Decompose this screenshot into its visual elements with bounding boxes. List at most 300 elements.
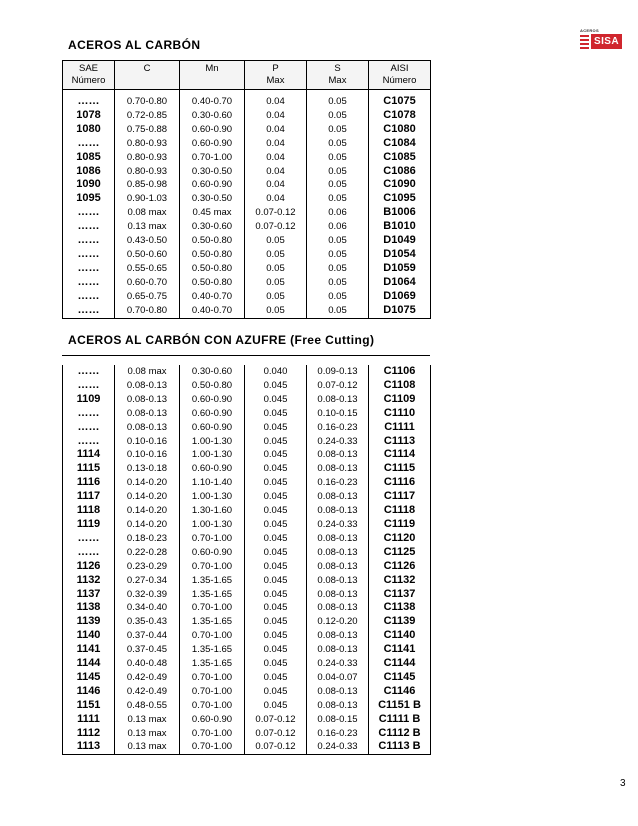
- header-label: C: [143, 63, 151, 74]
- cell-s: 0.08-0.13: [307, 560, 369, 574]
- cell-c: 0.80-0.93: [115, 165, 180, 179]
- cell-p: 0.05: [245, 248, 307, 262]
- cell-c: 0.13-0.18: [115, 462, 180, 476]
- cell-aisi: C1106: [369, 365, 431, 379]
- cell-p: 0.045: [245, 601, 307, 615]
- cell-c: 0.13 max: [115, 220, 180, 234]
- cell-mn: 0.60-0.90: [180, 393, 245, 407]
- header-s: [307, 61, 369, 90]
- cell-p: 0.04: [245, 90, 307, 109]
- section1-title: ACEROS AL CARBÓN: [68, 38, 201, 52]
- table-row: [63, 165, 431, 179]
- cell-p: 0.045: [245, 379, 307, 393]
- cell-mn: 0.60-0.90: [180, 421, 245, 435]
- cell-sae: 1137: [63, 588, 115, 602]
- cell-aisi: C1151 B: [369, 699, 431, 713]
- cell-s: 0.24-0.33: [307, 435, 369, 449]
- cell-sae: ……: [63, 546, 115, 560]
- table-row: [63, 448, 431, 462]
- cell-mn: 0.70-1.00: [180, 629, 245, 643]
- header-sae: [63, 61, 115, 90]
- cell-c: 0.70-0.80: [115, 90, 180, 109]
- cell-aisi: C1120: [369, 532, 431, 546]
- table-row: [63, 220, 431, 234]
- table-row: [63, 713, 431, 727]
- cell-sae: ……: [63, 532, 115, 546]
- brand-logo: [580, 26, 624, 52]
- cell-c: 0.37-0.45: [115, 643, 180, 657]
- cell-mn: 0.45 max: [180, 206, 245, 220]
- cell-c: 0.90-1.03: [115, 192, 180, 206]
- cell-aisi: C1132: [369, 574, 431, 588]
- cell-aisi: C1114: [369, 448, 431, 462]
- cell-sae: ……: [63, 407, 115, 421]
- cell-c: 0.48-0.55: [115, 699, 180, 713]
- cell-mn: 0.70-1.00: [180, 727, 245, 741]
- cell-aisi: C1108: [369, 379, 431, 393]
- cell-aisi: C1111: [369, 421, 431, 435]
- cell-p: 0.07-0.12: [245, 740, 307, 754]
- section2-title: ACEROS AL CARBÓN CON AZUFRE (Free Cutting): [68, 333, 375, 347]
- cell-aisi: C1113: [369, 435, 431, 449]
- cell-aisi: D1059: [369, 262, 431, 276]
- cell-p: 0.04: [245, 123, 307, 137]
- cell-sae: 1111: [63, 713, 115, 727]
- table-row: [63, 262, 431, 276]
- cell-mn: 0.70-1.00: [180, 740, 245, 754]
- table-row: [63, 435, 431, 449]
- header-sublabel: [115, 75, 179, 87]
- cell-mn: 1.35-1.65: [180, 574, 245, 588]
- cell-aisi: C1125: [369, 546, 431, 560]
- cell-s: 0.05: [307, 304, 369, 318]
- cell-p: 0.045: [245, 476, 307, 490]
- cell-aisi: B1010: [369, 220, 431, 234]
- cell-s: 0.08-0.13: [307, 643, 369, 657]
- header-p: [245, 61, 307, 90]
- cell-c: 0.34-0.40: [115, 601, 180, 615]
- cell-p: 0.045: [245, 546, 307, 560]
- header-sublabel: Max: [328, 75, 347, 86]
- cell-s: 0.24-0.33: [307, 518, 369, 532]
- cell-p: 0.05: [245, 262, 307, 276]
- table-row: [63, 290, 431, 304]
- cell-mn: 1.00-1.30: [180, 490, 245, 504]
- cell-p: 0.05: [245, 276, 307, 290]
- table-row: [63, 178, 431, 192]
- cell-mn: 0.50-0.80: [180, 234, 245, 248]
- cell-s: 0.16-0.23: [307, 476, 369, 490]
- cell-s: 0.16-0.23: [307, 421, 369, 435]
- cell-s: 0.09-0.13: [307, 365, 369, 379]
- cell-mn: 0.70-1.00: [180, 532, 245, 546]
- cell-sae: 1144: [63, 657, 115, 671]
- cell-mn: 1.30-1.60: [180, 504, 245, 518]
- cell-aisi: D1049: [369, 234, 431, 248]
- cell-s: 0.08-0.13: [307, 546, 369, 560]
- table-row: [63, 601, 431, 615]
- cell-aisi: C1080: [369, 123, 431, 137]
- cell-aisi: C1145: [369, 671, 431, 685]
- cell-p: 0.045: [245, 393, 307, 407]
- cell-mn: 0.60-0.90: [180, 546, 245, 560]
- cell-c: 0.40-0.48: [115, 657, 180, 671]
- cell-s: 0.08-0.13: [307, 588, 369, 602]
- cell-sae: ……: [63, 290, 115, 304]
- cell-sae: ……: [63, 304, 115, 318]
- cell-mn: 1.00-1.30: [180, 518, 245, 532]
- cell-p: 0.045: [245, 699, 307, 713]
- table-row: [63, 476, 431, 490]
- cell-s: 0.05: [307, 262, 369, 276]
- cell-aisi: C1109: [369, 393, 431, 407]
- cell-sae: 1139: [63, 615, 115, 629]
- cell-s: 0.08-0.13: [307, 462, 369, 476]
- cell-sae: 1080: [63, 123, 115, 137]
- cell-mn: 0.30-0.60: [180, 365, 245, 379]
- cell-aisi: C1138: [369, 601, 431, 615]
- table-row: [63, 192, 431, 206]
- cell-aisi: C1139: [369, 615, 431, 629]
- cell-aisi: C1117: [369, 490, 431, 504]
- table-row: [63, 657, 431, 671]
- cell-c: 0.22-0.28: [115, 546, 180, 560]
- table-row: [63, 546, 431, 560]
- cell-sae: 1095: [63, 192, 115, 206]
- header-sublabel: Número: [71, 75, 106, 86]
- cell-mn: 0.30-0.60: [180, 109, 245, 123]
- cell-sae: 1090: [63, 178, 115, 192]
- cell-mn: 0.30-0.50: [180, 165, 245, 179]
- cell-c: 0.60-0.70: [115, 276, 180, 290]
- cell-s: 0.08-0.13: [307, 448, 369, 462]
- logo-small-text: ACEROS: [580, 28, 599, 33]
- table-row: [63, 407, 431, 421]
- cell-p: 0.07-0.12: [245, 220, 307, 234]
- cell-s: 0.24-0.33: [307, 740, 369, 754]
- cell-p: 0.045: [245, 657, 307, 671]
- cell-s: 0.08-0.13: [307, 629, 369, 643]
- cell-s: 0.05: [307, 234, 369, 248]
- table-row: [63, 393, 431, 407]
- table-header-row: [63, 61, 431, 90]
- cell-c: 0.14-0.20: [115, 490, 180, 504]
- cell-p: 0.045: [245, 532, 307, 546]
- cell-s: 0.08-0.13: [307, 490, 369, 504]
- cell-aisi: C1085: [369, 151, 431, 165]
- cell-s: 0.05: [307, 109, 369, 123]
- cell-mn: 0.50-0.80: [180, 379, 245, 393]
- cell-s: 0.05: [307, 151, 369, 165]
- cell-sae: 1140: [63, 629, 115, 643]
- cell-s: 0.05: [307, 276, 369, 290]
- cell-sae: 1145: [63, 671, 115, 685]
- header-c: [115, 61, 180, 90]
- cell-c: 0.75-0.88: [115, 123, 180, 137]
- cell-p: 0.045: [245, 574, 307, 588]
- cell-mn: 0.70-1.00: [180, 601, 245, 615]
- cell-mn: 1.10-1.40: [180, 476, 245, 490]
- header-label: Mn: [205, 63, 219, 74]
- cell-sae: 1085: [63, 151, 115, 165]
- cell-mn: 0.30-0.50: [180, 192, 245, 206]
- cell-p: 0.045: [245, 462, 307, 476]
- cell-s: 0.16-0.23: [307, 727, 369, 741]
- table-row: [63, 462, 431, 476]
- cell-aisi: C1112 B: [369, 727, 431, 741]
- table-row: [63, 727, 431, 741]
- table-row: [63, 421, 431, 435]
- cell-c: 0.72-0.85: [115, 109, 180, 123]
- cell-p: 0.05: [245, 234, 307, 248]
- cell-aisi: C1110: [369, 407, 431, 421]
- table-row: [63, 629, 431, 643]
- cell-aisi: C1146: [369, 685, 431, 699]
- cell-s: 0.05: [307, 137, 369, 151]
- cell-mn: 0.70-1.00: [180, 560, 245, 574]
- cell-c: 0.27-0.34: [115, 574, 180, 588]
- table-row: [63, 234, 431, 248]
- header-sublabel: Max: [266, 75, 285, 86]
- cell-mn: 0.60-0.90: [180, 178, 245, 192]
- cell-aisi: D1054: [369, 248, 431, 262]
- cell-s: 0.08-0.13: [307, 699, 369, 713]
- cell-p: 0.04: [245, 165, 307, 179]
- cell-s: 0.06: [307, 220, 369, 234]
- cell-aisi: C1084: [369, 137, 431, 151]
- table-row: [63, 532, 431, 546]
- cell-p: 0.045: [245, 407, 307, 421]
- cell-c: 0.13 max: [115, 740, 180, 754]
- cell-aisi: C1144: [369, 657, 431, 671]
- cell-c: 0.08-0.13: [115, 421, 180, 435]
- cell-sae: ……: [63, 220, 115, 234]
- cell-sae: 1119: [63, 518, 115, 532]
- cell-mn: 1.35-1.65: [180, 643, 245, 657]
- cell-s: 0.05: [307, 90, 369, 109]
- header-label: P: [272, 63, 279, 74]
- cell-p: 0.07-0.12: [245, 206, 307, 220]
- cell-sae: ……: [63, 379, 115, 393]
- cell-p: 0.04: [245, 109, 307, 123]
- cell-s: 0.07-0.12: [307, 379, 369, 393]
- cell-aisi: C1118: [369, 504, 431, 518]
- cell-mn: 1.35-1.65: [180, 588, 245, 602]
- cell-aisi: C1126: [369, 560, 431, 574]
- cell-c: 0.08 max: [115, 365, 180, 379]
- cell-s: 0.08-0.13: [307, 504, 369, 518]
- cell-aisi: C1137: [369, 588, 431, 602]
- table-row: [63, 643, 431, 657]
- cell-mn: 0.60-0.90: [180, 462, 245, 476]
- cell-p: 0.045: [245, 560, 307, 574]
- cell-s: 0.06: [307, 206, 369, 220]
- cell-mn: 0.60-0.90: [180, 123, 245, 137]
- cell-sae: ……: [63, 206, 115, 220]
- cell-sae: ……: [63, 276, 115, 290]
- cell-c: 0.80-0.93: [115, 137, 180, 151]
- cell-s: 0.08-0.13: [307, 601, 369, 615]
- cell-aisi: D1064: [369, 276, 431, 290]
- cell-c: 0.10-0.16: [115, 448, 180, 462]
- cell-sae: 1141: [63, 643, 115, 657]
- cell-c: 0.08-0.13: [115, 393, 180, 407]
- cell-aisi: C1140: [369, 629, 431, 643]
- page-number: 3: [620, 778, 626, 789]
- cell-mn: 0.50-0.80: [180, 248, 245, 262]
- cell-p: 0.05: [245, 290, 307, 304]
- section2-top-rule: [62, 355, 430, 356]
- cell-s: 0.12-0.20: [307, 615, 369, 629]
- table-row: [63, 304, 431, 318]
- cell-s: 0.04-0.07: [307, 671, 369, 685]
- table-row: [63, 365, 431, 379]
- cell-c: 0.37-0.44: [115, 629, 180, 643]
- cell-mn: 1.35-1.65: [180, 657, 245, 671]
- cell-sae: 1109: [63, 393, 115, 407]
- cell-c: 0.14-0.20: [115, 476, 180, 490]
- cell-p: 0.045: [245, 685, 307, 699]
- cell-c: 0.35-0.43: [115, 615, 180, 629]
- cell-c: 0.18-0.23: [115, 532, 180, 546]
- cell-aisi: C1075: [369, 90, 431, 109]
- cell-p: 0.045: [245, 504, 307, 518]
- cell-sae: 1132: [63, 574, 115, 588]
- cell-s: 0.08-0.13: [307, 532, 369, 546]
- cell-p: 0.045: [245, 671, 307, 685]
- cell-p: 0.045: [245, 588, 307, 602]
- cell-c: 0.50-0.60: [115, 248, 180, 262]
- cell-c: 0.70-0.80: [115, 304, 180, 318]
- cell-c: 0.23-0.29: [115, 560, 180, 574]
- table-row: [63, 740, 431, 754]
- table-row: [63, 109, 431, 123]
- cell-c: 0.80-0.93: [115, 151, 180, 165]
- cell-sae: 1117: [63, 490, 115, 504]
- cell-sae: 1118: [63, 504, 115, 518]
- cell-p: 0.045: [245, 435, 307, 449]
- cell-sae: 1116: [63, 476, 115, 490]
- table-row: [63, 490, 431, 504]
- table-row: [63, 90, 431, 109]
- cell-mn: 0.30-0.60: [180, 220, 245, 234]
- cell-mn: 0.40-0.70: [180, 90, 245, 109]
- cell-mn: 1.00-1.30: [180, 435, 245, 449]
- cell-aisi: D1075: [369, 304, 431, 318]
- cell-c: 0.32-0.39: [115, 588, 180, 602]
- cell-c: 0.13 max: [115, 727, 180, 741]
- cell-aisi: C1095: [369, 192, 431, 206]
- cell-mn: 0.60-0.90: [180, 407, 245, 421]
- cell-s: 0.08-0.13: [307, 685, 369, 699]
- cell-sae: ……: [63, 421, 115, 435]
- cell-aisi: C1078: [369, 109, 431, 123]
- cell-p: 0.045: [245, 643, 307, 657]
- cell-p: 0.07-0.12: [245, 727, 307, 741]
- cell-p: 0.04: [245, 192, 307, 206]
- cell-aisi: C1090: [369, 178, 431, 192]
- table-row: [63, 574, 431, 588]
- cell-sae: ……: [63, 137, 115, 151]
- cell-c: 0.42-0.49: [115, 685, 180, 699]
- cell-aisi: C1086: [369, 165, 431, 179]
- free-cutting-table: [62, 365, 431, 755]
- cell-mn: 0.40-0.70: [180, 290, 245, 304]
- table-row: [63, 671, 431, 685]
- cell-sae: ……: [63, 248, 115, 262]
- cell-mn: 0.40-0.70: [180, 304, 245, 318]
- cell-mn: 0.70-1.00: [180, 685, 245, 699]
- cell-s: 0.08-0.13: [307, 393, 369, 407]
- cell-c: 0.08-0.13: [115, 379, 180, 393]
- cell-p: 0.045: [245, 421, 307, 435]
- cell-mn: 0.70-1.00: [180, 699, 245, 713]
- cell-c: 0.42-0.49: [115, 671, 180, 685]
- cell-c: 0.14-0.20: [115, 518, 180, 532]
- header-aisi: [369, 61, 431, 90]
- cell-mn: 1.00-1.30: [180, 448, 245, 462]
- cell-c: 0.10-0.16: [115, 435, 180, 449]
- cell-p: 0.04: [245, 151, 307, 165]
- cell-sae: ……: [63, 365, 115, 379]
- cell-mn: 0.70-1.00: [180, 671, 245, 685]
- cell-sae: 1151: [63, 699, 115, 713]
- header-mn: [180, 61, 245, 90]
- carbon-steel-table: [62, 60, 431, 319]
- cell-aisi: C1113 B: [369, 740, 431, 754]
- cell-sae: ……: [63, 234, 115, 248]
- table-row: [63, 123, 431, 137]
- cell-s: 0.08-0.13: [307, 574, 369, 588]
- table-row: [63, 685, 431, 699]
- table-row: [63, 615, 431, 629]
- cell-p: 0.040: [245, 365, 307, 379]
- cell-sae: 1146: [63, 685, 115, 699]
- cell-s: 0.05: [307, 192, 369, 206]
- table-row: [63, 137, 431, 151]
- cell-p: 0.07-0.12: [245, 713, 307, 727]
- cell-aisi: C1119: [369, 518, 431, 532]
- table-row: [63, 206, 431, 220]
- cell-sae: 1078: [63, 109, 115, 123]
- table-row: [63, 699, 431, 713]
- cell-aisi: D1069: [369, 290, 431, 304]
- cell-aisi: C1115: [369, 462, 431, 476]
- cell-sae: ……: [63, 90, 115, 109]
- table-row: [63, 588, 431, 602]
- cell-aisi: C1111 B: [369, 713, 431, 727]
- cell-sae: 1114: [63, 448, 115, 462]
- logo-stripe-icon: [580, 34, 589, 49]
- cell-s: 0.05: [307, 123, 369, 137]
- cell-mn: 0.60-0.90: [180, 713, 245, 727]
- header-label: S: [334, 63, 341, 74]
- cell-mn: 0.50-0.80: [180, 276, 245, 290]
- table-row: [63, 276, 431, 290]
- header-label: AISI: [390, 63, 409, 74]
- cell-sae: ……: [63, 262, 115, 276]
- cell-sae: 1138: [63, 601, 115, 615]
- header-label: SAE: [78, 63, 98, 74]
- cell-aisi: C1116: [369, 476, 431, 490]
- cell-c: 0.08 max: [115, 206, 180, 220]
- table-row: [63, 248, 431, 262]
- cell-c: 0.85-0.98: [115, 178, 180, 192]
- cell-p: 0.045: [245, 615, 307, 629]
- cell-s: 0.10-0.15: [307, 407, 369, 421]
- table-row: [63, 379, 431, 393]
- cell-p: 0.05: [245, 304, 307, 318]
